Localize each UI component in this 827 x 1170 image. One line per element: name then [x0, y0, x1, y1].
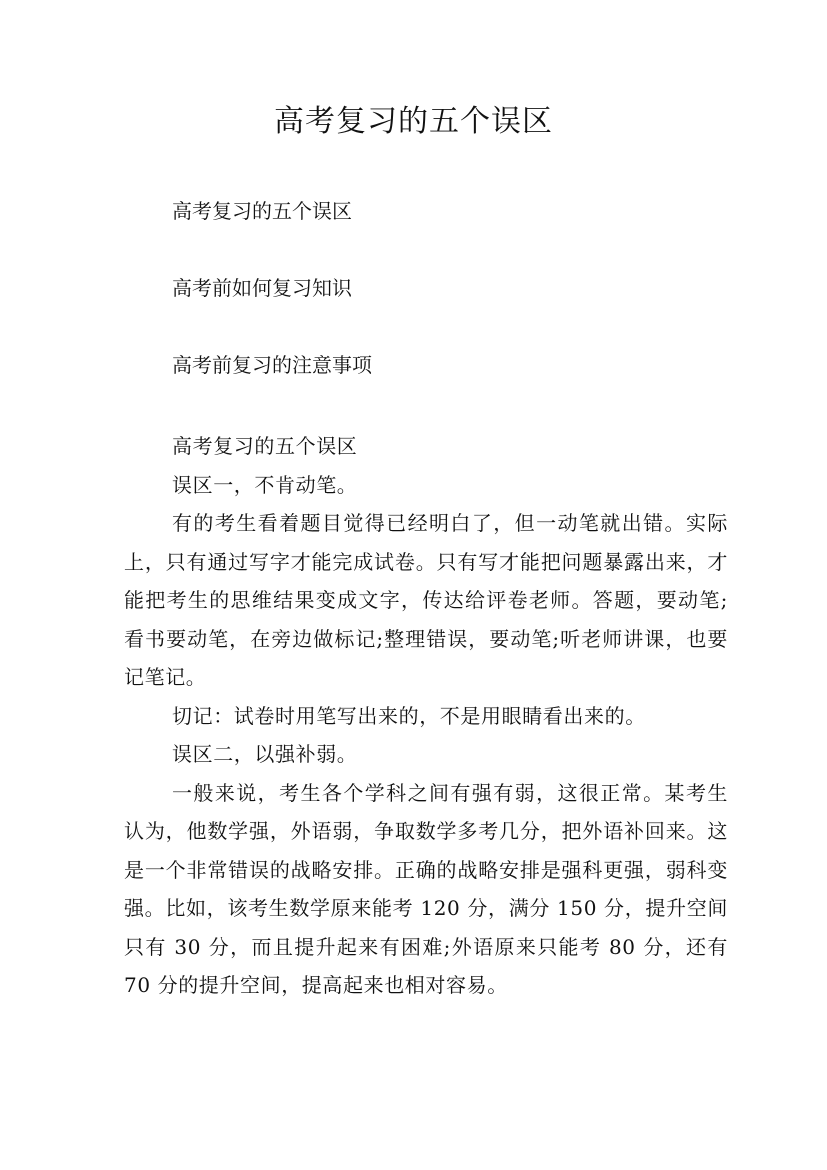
- myth-2-heading: 误区二，以强补弱。: [172, 742, 358, 766]
- toc-item-1: 高考复习的五个误区: [172, 199, 352, 223]
- myth-2-paragraph: 一般来说，考生各个学科之间有强有弱，这很正常。某考生认为，他数学强，外语弱，争取数学多考几分，把外语补回来。这是一个非常错误的战略安排。正确的战略安排是强科更强，弱科变强。比如，该考生数学原来能考 120 分，满分 150 分，提升空间只有 30 分，而且提升起来有困难;外语原来只能考 80 分，还有 70 分的提升空间，提高起来也相对容易。: [124, 780, 728, 997]
- myth-1-paragraph: 有的考生看着题目觉得已经明白了，但一动笔就出错。实际上，只有通过写字才能完成试卷。只有写才能把问题暴露出来，才能把考生的思维结果变成文字，传达给评卷老师。答题，要动笔;看书要动笔，在旁边做标记;整理错误，要动笔;听老师讲课，也要记笔记。: [124, 511, 728, 689]
- myth-1-reminder: 切记：试卷时用笔写出来的，不是用眼睛看出来的。: [172, 703, 646, 728]
- myth-1-heading: 误区一，不肯动笔。: [172, 472, 358, 497]
- article-body: [124, 427, 728, 1005]
- toc-item-2: 高考前如何复习知识: [172, 276, 352, 300]
- document-title: 高考复习的五个误区: [274, 104, 553, 139]
- toc-item-3: 高考前复习的注意事项: [172, 353, 372, 377]
- section-heading: 高考复习的五个误区: [172, 434, 358, 458]
